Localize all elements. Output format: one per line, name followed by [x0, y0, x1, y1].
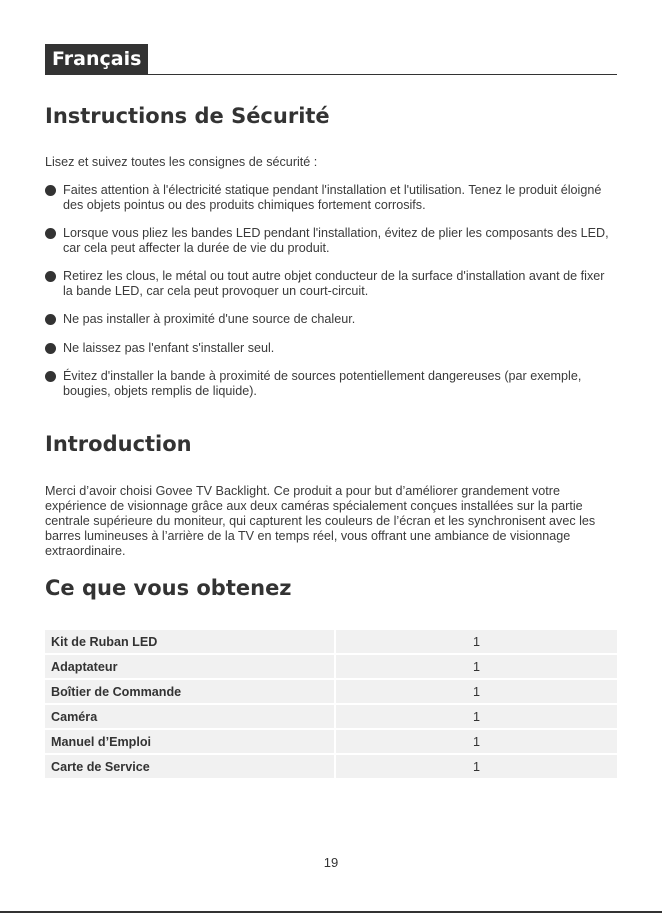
safety-item: Faites attention à l'électricité statique pendant l'installation et l'utilisation. Tenez le produit éloigné des objets pointus ou des produits chimiques fortement corrosifs. — [45, 183, 617, 212]
table-row — [45, 755, 617, 778]
bottom-divider — [0, 911, 662, 913]
item-quantity: 1 — [336, 705, 617, 728]
bullet-icon — [45, 314, 56, 325]
item-name: Kit de Ruban LED — [45, 630, 336, 653]
introduction-heading: Introduction — [45, 432, 192, 456]
bullet-icon — [45, 228, 56, 239]
item-quantity: 1 — [336, 730, 617, 753]
language-tab: Français — [45, 44, 148, 74]
bullet-icon — [45, 271, 56, 282]
safety-item: Ne laissez pas l'enfant s'installer seul. — [45, 341, 617, 356]
table-row — [45, 680, 617, 703]
table-row — [45, 705, 617, 728]
item-quantity: 1 — [336, 755, 617, 778]
safety-item: Évitez d'installer la bande à proximité de sources potentiellement dangereuses (par exemple, bougies, objets remplis de liquide). — [45, 369, 617, 398]
safety-item: Retirez les clous, le métal ou tout autre objet conducteur de la surface d'installation avant de fixer la bande LED, car cela peut provoquer un court-circuit. — [45, 269, 617, 298]
table-row — [45, 655, 617, 678]
safety-item: Lorsque vous pliez les bandes LED pendant l'installation, évitez de plier les composants des LED, car cela peut affecter la durée de vie du produit. — [45, 226, 617, 255]
contents-heading: Ce que vous obtenez — [45, 576, 292, 600]
bullet-icon — [45, 343, 56, 354]
introduction-text: Merci d’avoir choisi Govee TV Backlight. Ce produit a pour but d’améliorer grandement votre expérience de visionnage grâce aux deux caméras spécialement conçues installées sur la partie centrale supérieure du moniteur, qui capturent les couleurs de l’écran et les synchronisent avec les barres lumineuses à l’arrière de la TV en temps réel, vous offrant une ambiance de visionnage extraordinaire. — [45, 484, 596, 558]
item-quantity: 1 — [336, 630, 617, 653]
safety-list — [45, 183, 617, 398]
page-number: 19 — [323, 855, 339, 870]
table-row — [45, 630, 617, 653]
item-quantity: 1 — [336, 655, 617, 678]
item-name: Adaptateur — [45, 655, 336, 678]
table-row — [45, 730, 617, 753]
safety-item: Ne pas installer à proximité d'une source de chaleur. — [45, 312, 617, 327]
item-name: Caméra — [45, 705, 336, 728]
safety-intro: Lisez et suivez toutes les consignes de sécurité : — [45, 155, 318, 169]
item-quantity: 1 — [336, 680, 617, 703]
item-name: Manuel d’Emploi — [45, 730, 336, 753]
bullet-icon — [45, 371, 56, 382]
item-name: Boîtier de Commande — [45, 680, 336, 703]
language-header — [45, 44, 617, 75]
contents-table — [45, 628, 617, 780]
safety-heading: Instructions de Sécurité — [45, 104, 330, 128]
bullet-icon — [45, 185, 56, 196]
item-name: Carte de Service — [45, 755, 336, 778]
